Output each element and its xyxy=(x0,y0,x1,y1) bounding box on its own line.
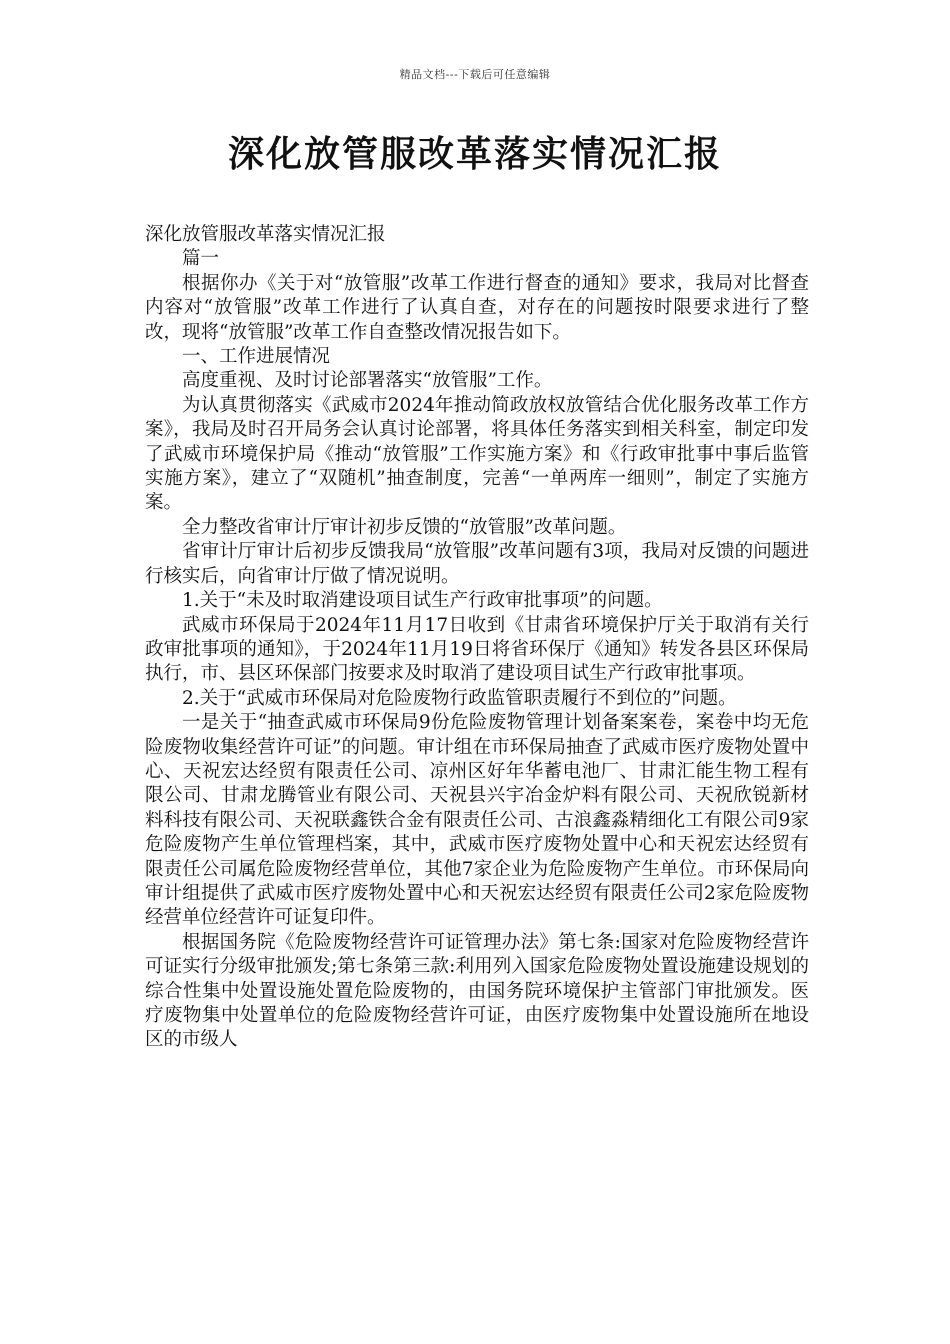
body-paragraph: 2.关于“武威市环保局对危险废物行政监管职责履行不到位的”问题。 xyxy=(182,687,737,709)
heading-paragraph: 一、工作进展情况 xyxy=(182,346,331,368)
body-paragraph: 全力整改省审计厅审计初步反馈的“放管服”改革问题。 xyxy=(182,516,627,538)
body-paragraph: 1.关于“未及时取消建设项目试生产行政审批事项”的问题。 xyxy=(182,590,663,612)
body-paragraph: 高度重视、及时讨论部署落实“放管服”工作。 xyxy=(182,370,553,392)
body-paragraph: 为认真贯彻落实《武威市2024年推动简政放权放管结合优化服务改革工作方案》，我局及时召开局务会认真讨论部署，将具体任务落实到相关科室，制定印发了武威市环境保护局《推动“放管服”工作实施方案》和《行政审批事中事后监管实施方案》，建立了“双随机”抽查制度，完善“一单两库一细则”，制定了实施方案。 xyxy=(145,394,809,514)
body-paragraph: 根据你办《关于对“放管服”改革工作进行督查的通知》要求，我局对比督查内容对“放管服”改革工作进行了认真自查，对存在的问题按时限要求进行了整改，现将“放管服”改革工作自查整改情况报告如下。 xyxy=(145,272,809,343)
body-paragraph: 一是关于“抽查武威市环保局9份危险废物管理计划备案案卷，案卷中均无危险废物收集经营许可证”的问题。审计组在市环保局抽查了武威市医疗废物处置中心、天祝宏达经贸有限责任公司、凉州区好年华蓄电池厂、甘肃汇能生物工程有限公司、甘肃龙腾管业有限公司、天祝县兴宇冶金炉料有限公司、天祝欣锐新材料科技有限公司、天祝联鑫铁合金有限责任公司、古浪鑫淼精细化工有限公司9家危险废物产生单位管理档案，其中，武威市医疗废物处置中心和天祝宏达经贸有限责任公司属危险废物经营单位，其他7家企业为危险废物产生单位。市环保局向审计组提供了武威市医疗废物处置中心和天祝宏达经贸有限责任公司2家危险废物经营单位经营许可证复印件。 xyxy=(145,712,809,929)
section-label-paragraph: 篇一 xyxy=(182,248,220,270)
body-paragraph: 省审计厅审计后初步反馈我局“放管服”改革问题有3项，我局对反馈的问题进行核实后，向省审计厅做了情况说明。 xyxy=(145,541,809,587)
document-body xyxy=(145,223,809,1053)
subtitle-paragraph: 深化放管服改革落实情况汇报 xyxy=(145,224,386,245)
body-paragraph: 武威市环保局于2024年11月17日收到《甘肃省环境保护厅关于取消有关行政审批事项的通知》，于2024年11月19日将省环保厅《通知》转发各县区环保局执行，市、县区环保部门按要求及时取消了建设项目试生产行政审批事项。 xyxy=(145,614,809,685)
body-paragraph: 根据国务院《危险废物经营许可证管理办法》第七条:国家对危险废物经营许可证实行分级审批颁发;第七条第三款:利用列入国家危险废物处置设施建设规划的综合性集中处置设施处置危险废物的，由国务院环境保护主管部门审批颁发。医疗废物集中处置单位的危险废物经营许可证，由医疗废物集中处置设施所在地设区的市级人 xyxy=(145,931,809,1051)
header-note: 精品文档---下载后可任意编辑 xyxy=(399,68,551,81)
document-title: 深化放管服改革落实情况汇报 xyxy=(227,134,722,175)
